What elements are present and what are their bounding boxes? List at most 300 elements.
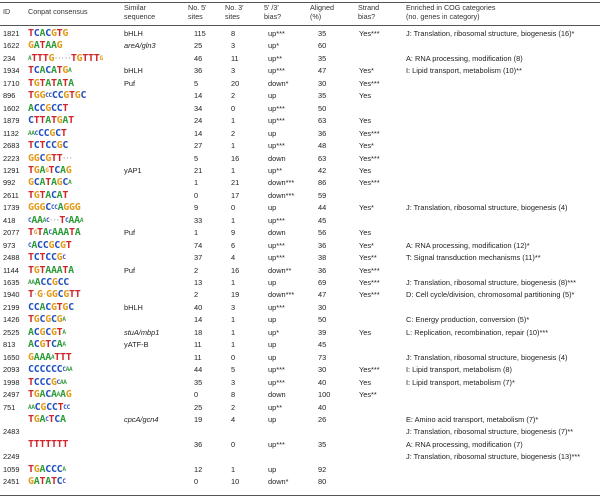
row-no-5p-sites: 36 bbox=[194, 66, 203, 76]
sequence-logo: CCACGTGC bbox=[28, 301, 74, 313]
row-id: 1622 bbox=[3, 41, 20, 51]
row-no-3p-sites: 0 bbox=[231, 352, 236, 362]
header-rule bbox=[0, 25, 600, 26]
row-no-5p-sites: 44 bbox=[194, 365, 203, 375]
sequence-logo: TGAGTCAG bbox=[28, 164, 72, 176]
row-bias: up bbox=[268, 203, 277, 213]
row-aligned: 63 bbox=[318, 116, 327, 126]
row-no-3p-sites: 16 bbox=[231, 153, 240, 163]
row-no-5p-sites: 74 bbox=[194, 240, 203, 250]
row-cog-category: A: RNA processing, modification (12)* bbox=[406, 240, 530, 250]
row-aligned: 26 bbox=[318, 414, 327, 424]
row-bias: up*** bbox=[268, 66, 285, 76]
row-no-3p-sites: 8 bbox=[231, 29, 236, 38]
row-no-5p-sites: 12 bbox=[194, 464, 203, 474]
row-no-5p-sites: 5 bbox=[194, 78, 199, 88]
row-similar-sequence: bHLH bbox=[124, 302, 143, 312]
row-cog-category: A: RNA processing, modification (7) bbox=[406, 439, 523, 449]
row-no-3p-sites: 1 bbox=[231, 327, 236, 337]
row-id: 896 bbox=[3, 91, 16, 101]
row-aligned: 30 bbox=[318, 302, 327, 312]
row-aligned: 60 bbox=[318, 41, 327, 51]
row-aligned: 35 bbox=[318, 53, 327, 63]
sequence-logo: GATATCC bbox=[28, 476, 66, 488]
row-id: 1144 bbox=[3, 265, 19, 275]
row-bias: up*** bbox=[268, 103, 285, 113]
row-no-3p-sites: 3 bbox=[231, 41, 236, 51]
table-row bbox=[0, 165, 600, 177]
sequence-logo: TGACTCA bbox=[28, 413, 66, 425]
row-aligned: 47 bbox=[318, 290, 327, 300]
header-bias: 5' /3' bias? bbox=[264, 3, 282, 21]
row-no-5p-sites: 11 bbox=[194, 340, 202, 350]
row-aligned: 30 bbox=[318, 365, 327, 375]
header-similar: Similar sequence bbox=[124, 3, 156, 21]
row-bias: up* bbox=[268, 41, 280, 51]
row-strand-bias: Yes bbox=[359, 327, 372, 337]
sequence-logo: AACCCGCT bbox=[28, 127, 67, 139]
row-similar-sequence: Puf bbox=[124, 265, 136, 275]
sequence-logo: ATTTG·····TGTTTG bbox=[28, 52, 103, 64]
row-bias: down bbox=[268, 228, 286, 238]
sequence-logo: GGGCCCAGGG bbox=[28, 202, 81, 214]
row-bias: up*** bbox=[268, 215, 285, 225]
row-no-5p-sites: 0 bbox=[194, 390, 199, 400]
row-bias: down*** bbox=[268, 290, 295, 300]
row-cog-category: C: Energy production, conversion (5)* bbox=[406, 315, 530, 325]
table-row bbox=[0, 40, 600, 52]
row-no-3p-sites: 1 bbox=[231, 116, 236, 126]
table-row bbox=[0, 28, 600, 40]
sequence-logo: TCACGTG bbox=[28, 28, 69, 39]
row-no-5p-sites: 24 bbox=[194, 116, 203, 126]
table-row bbox=[0, 389, 600, 401]
header-n5: No. 5' sites bbox=[188, 3, 207, 21]
row-no-5p-sites: 14 bbox=[194, 128, 203, 138]
row-id: 1426 bbox=[3, 315, 20, 325]
row-aligned: 80 bbox=[318, 477, 327, 487]
row-bias: up bbox=[268, 91, 277, 101]
row-id: 2488 bbox=[3, 253, 20, 263]
row-aligned: 59 bbox=[318, 190, 327, 200]
row-bias: up*** bbox=[268, 439, 285, 449]
row-no-5p-sites: 1 bbox=[194, 178, 199, 188]
sequence-logo: TGACAAAG bbox=[28, 389, 72, 401]
table-row bbox=[0, 153, 600, 165]
row-aligned: 45 bbox=[318, 340, 327, 350]
row-id: 2223 bbox=[3, 153, 20, 163]
sequence-logo: TCTCCGC bbox=[28, 140, 69, 152]
row-no-5p-sites: 33 bbox=[194, 215, 203, 225]
row-id: 1602 bbox=[3, 103, 20, 113]
table-row bbox=[0, 78, 600, 90]
row-aligned: 63 bbox=[318, 153, 327, 163]
table-row bbox=[0, 227, 600, 239]
table-row bbox=[0, 240, 600, 252]
row-no-3p-sites: 1 bbox=[231, 464, 236, 474]
row-no-5p-sites: 1 bbox=[194, 228, 199, 238]
row-no-3p-sites: 20 bbox=[231, 78, 240, 88]
table-row bbox=[0, 177, 600, 189]
row-bias: down*** bbox=[268, 190, 295, 200]
row-no-5p-sites: 40 bbox=[194, 302, 203, 312]
sequence-logo: TTTTTTT bbox=[28, 438, 69, 450]
row-aligned: 69 bbox=[318, 278, 327, 287]
sequence-logo: GATAAG bbox=[28, 40, 63, 52]
row-id: 973 bbox=[3, 240, 16, 250]
table-row bbox=[0, 302, 600, 314]
row-similar-sequence: yATF-B bbox=[124, 340, 149, 350]
row-strand-bias: Yes*** bbox=[359, 78, 380, 88]
row-bias: up bbox=[268, 315, 277, 325]
header-strand: Strand bias? bbox=[358, 3, 380, 21]
row-aligned: 39 bbox=[318, 327, 327, 337]
table-row bbox=[0, 314, 600, 326]
sequence-logo: TCCCGCAA bbox=[28, 376, 67, 388]
row-id: 2483 bbox=[3, 427, 20, 437]
row-no-3p-sites: 3 bbox=[231, 66, 236, 76]
row-cog-category: J: Translation, ribosomal structure, biogenesis (4) bbox=[406, 203, 568, 213]
row-no-3p-sites: 1 bbox=[231, 340, 236, 350]
table-row bbox=[0, 464, 600, 476]
row-aligned: 36 bbox=[318, 128, 327, 138]
table-row bbox=[0, 53, 600, 65]
row-strand-bias: Yes*** bbox=[359, 128, 380, 138]
row-aligned: 56 bbox=[318, 228, 327, 238]
row-similar-sequence: cpcA/gcn4 bbox=[124, 414, 159, 424]
sequence-logo: ACGCGTA bbox=[28, 326, 66, 338]
row-aligned: 100 bbox=[318, 390, 331, 400]
row-no-3p-sites: 0 bbox=[231, 103, 236, 113]
row-similar-sequence: Puf bbox=[124, 228, 136, 238]
row-strand-bias: Yes bbox=[359, 165, 372, 175]
row-no-3p-sites: 11 bbox=[231, 53, 239, 63]
row-aligned: 40 bbox=[318, 402, 327, 412]
row-strand-bias: Yes* bbox=[359, 66, 374, 76]
sequence-logo: T·G·GGCGTT bbox=[28, 289, 81, 301]
table-row bbox=[0, 277, 600, 289]
row-strand-bias: Yes*** bbox=[359, 365, 380, 375]
sequence-logo: TGTATATA bbox=[28, 77, 74, 89]
row-strand-bias: Yes bbox=[359, 91, 372, 101]
row-strand-bias: Yes* bbox=[359, 203, 374, 213]
row-similar-sequence: stuA/mbp1 bbox=[124, 327, 160, 337]
row-bias: up** bbox=[268, 53, 282, 63]
row-no-5p-sites: 2 bbox=[194, 265, 199, 275]
row-bias: up bbox=[268, 278, 277, 287]
row-aligned: 86 bbox=[318, 178, 327, 188]
row-no-3p-sites: 8 bbox=[231, 390, 236, 400]
row-bias: up*** bbox=[268, 29, 285, 38]
table-row bbox=[0, 90, 600, 102]
row-no-5p-sites: 21 bbox=[194, 165, 203, 175]
sequence-logo: CCCCCCCAA bbox=[28, 364, 73, 376]
row-strand-bias: Yes bbox=[359, 116, 372, 126]
row-no-3p-sites: 16 bbox=[231, 265, 240, 275]
row-no-3p-sites: 4 bbox=[231, 253, 236, 263]
row-no-5p-sites: 37 bbox=[194, 253, 203, 263]
row-aligned: 30 bbox=[318, 78, 327, 88]
table-row bbox=[0, 289, 600, 301]
row-bias: up bbox=[268, 340, 277, 350]
row-bias: up*** bbox=[268, 240, 285, 250]
row-no-3p-sites: 1 bbox=[231, 141, 236, 151]
row-no-3p-sites: 2 bbox=[231, 402, 236, 412]
sequence-logo: TGGCCCCGTGC bbox=[28, 90, 87, 102]
row-no-3p-sites: 21 bbox=[231, 178, 240, 188]
row-id: 2077 bbox=[3, 228, 20, 238]
row-similar-sequence: yAP1 bbox=[124, 165, 142, 175]
row-similar-sequence: areA/gln3 bbox=[124, 41, 156, 51]
sequence-logo: TGTAAATA bbox=[28, 264, 74, 276]
row-no-5p-sites: 18 bbox=[194, 327, 203, 337]
row-bias: up bbox=[268, 352, 277, 362]
row-strand-bias: Yes*** bbox=[359, 290, 380, 300]
row-id: 418 bbox=[3, 215, 16, 225]
row-no-3p-sites: 0 bbox=[231, 203, 236, 213]
row-no-5p-sites: 36 bbox=[194, 439, 203, 449]
row-id: 1934 bbox=[3, 66, 20, 76]
sequence-logo: CTTATGAT bbox=[28, 115, 74, 127]
row-id: 1650 bbox=[3, 352, 20, 362]
table-row bbox=[0, 352, 600, 364]
row-bias: down*** bbox=[268, 178, 295, 188]
row-id: 1132 bbox=[3, 128, 19, 138]
row-aligned: 38 bbox=[318, 253, 327, 263]
row-similar-sequence: bHLH bbox=[124, 66, 143, 76]
row-no-3p-sites: 10 bbox=[231, 477, 240, 487]
row-id: 2683 bbox=[3, 141, 20, 151]
row-id: 1821 bbox=[3, 29, 20, 38]
table-bottom-rule bbox=[0, 495, 600, 496]
row-bias: down** bbox=[268, 265, 292, 275]
row-id: 234 bbox=[3, 53, 16, 63]
row-no-3p-sites: 3 bbox=[231, 377, 236, 387]
row-cog-category: T: Signal transduction mechanisms (11)** bbox=[406, 253, 541, 263]
row-cog-category: J: Translation, ribosomal structure, biogenesis (7)** bbox=[406, 427, 574, 437]
row-no-3p-sites: 17 bbox=[231, 190, 240, 200]
row-no-3p-sites: 6 bbox=[231, 240, 236, 250]
row-no-5p-sites: 46 bbox=[194, 53, 203, 63]
row-no-3p-sites: 3 bbox=[231, 302, 236, 312]
row-no-5p-sites: 13 bbox=[194, 278, 203, 287]
table-top-rule bbox=[0, 2, 600, 3]
table-row bbox=[0, 265, 600, 277]
row-no-5p-sites: 2 bbox=[194, 290, 199, 300]
row-bias: up*** bbox=[268, 141, 285, 151]
row-id: 2249 bbox=[3, 452, 20, 462]
row-id: 2497 bbox=[3, 390, 20, 400]
table-row bbox=[0, 414, 600, 426]
table-row bbox=[0, 439, 600, 451]
sequence-logo: ACGTCAA bbox=[28, 339, 66, 351]
sequence-logo: AAACCGCC bbox=[28, 277, 70, 288]
sequence-logo: CACCGCGT bbox=[28, 239, 72, 251]
row-cog-category: I: Lipid transport, metabolism (8) bbox=[406, 365, 512, 375]
row-no-5p-sites: 0 bbox=[194, 477, 199, 487]
row-cog-category: A: RNA processing, modification (8) bbox=[406, 53, 523, 63]
row-strand-bias: Yes* bbox=[359, 240, 374, 250]
sequence-logo: TCACATGA bbox=[28, 65, 72, 77]
row-strand-bias: Yes* bbox=[359, 141, 374, 151]
row-bias: down* bbox=[268, 477, 289, 487]
table-row bbox=[0, 377, 600, 389]
row-no-5p-sites: 14 bbox=[194, 91, 203, 101]
row-cog-category: E: Amino acid transport, metabolism (7)* bbox=[406, 414, 539, 424]
row-bias: up** bbox=[268, 165, 282, 175]
sequence-logo: TCTCCGC bbox=[28, 252, 66, 264]
row-no-5p-sites: 14 bbox=[194, 315, 203, 325]
row-similar-sequence: Puf bbox=[124, 78, 136, 88]
header-cog: Enriched in COG categories (no. genes in category) bbox=[406, 3, 496, 21]
row-bias: up* bbox=[268, 327, 280, 337]
sequence-logo: ACCGCCT bbox=[28, 102, 69, 114]
sequence-logo: AACGCCTCC bbox=[28, 401, 70, 413]
table-row bbox=[0, 402, 600, 414]
table-row bbox=[0, 103, 600, 115]
row-aligned: 92 bbox=[318, 464, 327, 474]
row-bias: up bbox=[268, 464, 277, 474]
row-no-5p-sites: 35 bbox=[194, 377, 203, 387]
table-row bbox=[0, 128, 600, 140]
row-no-5p-sites: 9 bbox=[194, 203, 199, 213]
row-no-5p-sites: 0 bbox=[194, 190, 199, 200]
row-cog-category: I: Lipid transport, metabolism (10)** bbox=[406, 66, 522, 76]
sequence-logo: TGCGCGA bbox=[28, 314, 66, 326]
row-aligned: 35 bbox=[318, 439, 327, 449]
row-no-3p-sites: 0 bbox=[231, 439, 236, 449]
row-aligned: 73 bbox=[318, 352, 327, 362]
sequence-logo: TGTACAT bbox=[28, 189, 69, 201]
row-no-3p-sites: 2 bbox=[231, 91, 236, 101]
row-no-3p-sites: 2 bbox=[231, 128, 236, 138]
row-no-3p-sites: 4 bbox=[231, 414, 236, 424]
row-id: 2611 bbox=[3, 190, 19, 200]
table-row bbox=[0, 451, 600, 463]
row-no-5p-sites: 19 bbox=[194, 414, 203, 424]
row-aligned: 40 bbox=[318, 377, 327, 387]
row-strand-bias: Yes** bbox=[359, 390, 377, 400]
sequence-logo: GGCGTT··· bbox=[28, 152, 73, 164]
row-id: 1739 bbox=[3, 203, 20, 213]
row-no-3p-sites: 5 bbox=[231, 365, 236, 375]
row-aligned: 35 bbox=[318, 91, 327, 101]
row-no-5p-sites: 115 bbox=[194, 29, 206, 38]
table-row bbox=[0, 190, 600, 202]
row-bias: up*** bbox=[268, 377, 285, 387]
table-row bbox=[0, 327, 600, 339]
row-id: 2525 bbox=[3, 327, 20, 337]
row-id: 1291 bbox=[3, 165, 20, 175]
row-bias: up*** bbox=[268, 253, 285, 263]
row-bias: down bbox=[268, 390, 286, 400]
row-id: 1998 bbox=[3, 377, 20, 387]
row-cog-category: J: Translation, ribosomal structure, biogenesis (4) bbox=[406, 352, 568, 362]
row-no-3p-sites: 9 bbox=[231, 228, 236, 238]
table-row bbox=[0, 339, 600, 351]
row-no-5p-sites: 25 bbox=[194, 402, 203, 412]
row-no-5p-sites: 27 bbox=[194, 141, 203, 151]
row-id: 992 bbox=[3, 178, 16, 188]
table-row bbox=[0, 215, 600, 227]
row-bias: down bbox=[268, 153, 286, 163]
row-aligned: 36 bbox=[318, 265, 327, 275]
row-id: 2093 bbox=[3, 365, 20, 375]
row-id: 2199 bbox=[3, 302, 20, 312]
row-cog-category: L: Replication, recombination, repair (10)*** bbox=[406, 327, 549, 337]
table-row bbox=[0, 65, 600, 77]
row-no-5p-sites: 34 bbox=[194, 103, 203, 113]
table-row bbox=[0, 252, 600, 264]
row-similar-sequence: bHLH bbox=[124, 29, 143, 38]
row-no-5p-sites: 25 bbox=[194, 41, 203, 51]
row-cog-category: J: Translation, ribosomal structure, biogenesis (16)* bbox=[406, 29, 575, 38]
row-id: 813 bbox=[3, 340, 16, 350]
row-id: 1710 bbox=[3, 78, 20, 88]
row-no-5p-sites: 11 bbox=[194, 352, 202, 362]
row-id: 751 bbox=[3, 402, 16, 412]
row-cog-category: J: Translation, ribosomal structure, biogenesis (13)*** bbox=[406, 452, 581, 462]
sequence-logo: TGTACAAATA bbox=[28, 227, 81, 239]
row-no-3p-sites: 1 bbox=[231, 278, 236, 287]
row-bias: down* bbox=[268, 78, 289, 88]
row-bias: up*** bbox=[268, 365, 285, 375]
table-row bbox=[0, 115, 600, 127]
row-no-3p-sites: 1 bbox=[231, 215, 236, 225]
row-bias: up bbox=[268, 414, 277, 424]
row-no-3p-sites: 1 bbox=[231, 165, 236, 175]
row-id: 1635 bbox=[3, 278, 20, 287]
table-row bbox=[0, 202, 600, 214]
sequence-logo: GCATAGCA bbox=[28, 177, 72, 189]
row-aligned: 50 bbox=[318, 103, 327, 113]
header-id: ID bbox=[3, 7, 11, 16]
row-aligned: 50 bbox=[318, 315, 327, 325]
row-no-3p-sites: 1 bbox=[231, 315, 236, 325]
row-strand-bias: Yes*** bbox=[359, 153, 380, 163]
sequence-logo: TGACCCA bbox=[28, 463, 66, 475]
row-cog-category: I: Lipid transport, metabolism (7)* bbox=[406, 377, 515, 387]
row-strand-bias: Yes*** bbox=[359, 178, 380, 188]
table-row bbox=[0, 140, 600, 152]
header-n3: No. 3' sites bbox=[225, 3, 244, 21]
row-strand-bias: Yes*** bbox=[359, 265, 380, 275]
row-id: 1879 bbox=[3, 116, 20, 126]
row-cog-category: J: Translation, ribosomal structure, biogenesis (8)*** bbox=[406, 278, 577, 287]
table-row bbox=[0, 364, 600, 376]
row-id: 1940 bbox=[3, 290, 20, 300]
row-aligned: 45 bbox=[318, 215, 327, 225]
row-no-3p-sites: 19 bbox=[231, 290, 240, 300]
header-consensus: Conpat consensus bbox=[28, 7, 88, 16]
row-aligned: 44 bbox=[318, 203, 327, 213]
row-no-5p-sites: 5 bbox=[194, 153, 199, 163]
row-aligned: 47 bbox=[318, 66, 327, 76]
row-bias: up*** bbox=[268, 116, 285, 126]
sequence-logo: GAAAATTT bbox=[28, 351, 72, 363]
row-bias: up bbox=[268, 128, 277, 138]
header-aligned: Aligned (%) bbox=[310, 3, 334, 21]
row-aligned: 48 bbox=[318, 141, 327, 151]
row-strand-bias: Yes*** bbox=[359, 29, 380, 38]
row-id: 2451 bbox=[3, 477, 20, 487]
sequence-logo: CAAAC···TCAAA bbox=[28, 214, 84, 226]
row-id: 1059 bbox=[3, 464, 20, 474]
row-strand-bias: Yes*** bbox=[359, 278, 380, 287]
row-strand-bias: Yes** bbox=[359, 253, 377, 263]
row-strand-bias: Yes bbox=[359, 377, 372, 387]
row-aligned: 35 bbox=[318, 29, 327, 38]
